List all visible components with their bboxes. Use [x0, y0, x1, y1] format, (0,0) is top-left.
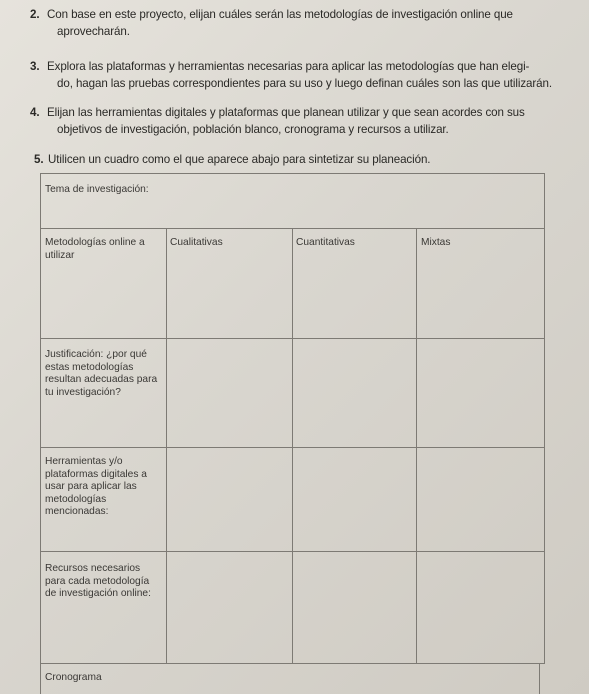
table-corner-rule — [539, 663, 540, 694]
instruction-text — [47, 6, 567, 40]
instruction-number: 4. — [30, 106, 40, 119]
column-header-quantitative: Cuantitativas — [296, 237, 355, 248]
row-label-justification: Justificación: ¿por qué estas metodologías resultan adecuadas para tu investigación? — [45, 349, 158, 398]
instruction-text — [47, 58, 567, 92]
table-border-left — [40, 173, 41, 694]
instruction-number: 2. — [30, 8, 40, 21]
table-border-right — [544, 173, 545, 663]
table-border-top — [40, 173, 545, 174]
table-divider — [40, 663, 545, 664]
schedule-label: Cronograma — [45, 672, 102, 683]
methodologies-label: Metodologías online a utilizar — [45, 237, 145, 261]
instruction-line: objetivos de investigación, población blanco, cronograma y recursos a utilizar. — [57, 123, 449, 136]
row-label-tools: Herramientas y/o plataformas digitales a usar para aplicar las metodologías mencionadas: — [45, 456, 147, 517]
topic-label: Tema de investigación: — [45, 184, 149, 195]
column-header-mixed: Mixtas — [421, 237, 451, 248]
instruction-line: do, hagan las pruebas correspondientes para su uso y luego definan cuáles son las que utilizarán. — [57, 77, 552, 90]
instruction-text — [48, 151, 568, 168]
instruction-number: 5. — [34, 153, 44, 166]
planning-table — [40, 173, 545, 694]
instruction-line: Con base en este proyecto, elijan cuáles serán las metodologías de investigación online que — [47, 8, 513, 21]
table-column-divider — [166, 228, 167, 663]
instruction-line: Elijan las herramientas digitales y plataformas que planean utilizar y que sean acordes con sus — [47, 106, 525, 119]
table-column-divider — [292, 228, 293, 663]
instruction-text — [47, 104, 567, 138]
instruction-line: Utilicen un cuadro como el que aparece abajo para sintetizar su planeación. — [48, 153, 431, 166]
instruction-line: aprovecharán. — [57, 25, 130, 38]
instruction-line: Explora las plataformas y herramientas necesarias para aplicar las metodologías que han elegi- — [47, 60, 530, 73]
table-column-divider — [416, 228, 417, 663]
row-label-resources: Recursos necesarios para cada metodología de investigación online: — [45, 563, 151, 599]
column-header-qualitative: Cualitativas — [170, 237, 223, 248]
instruction-number: 3. — [30, 60, 40, 73]
